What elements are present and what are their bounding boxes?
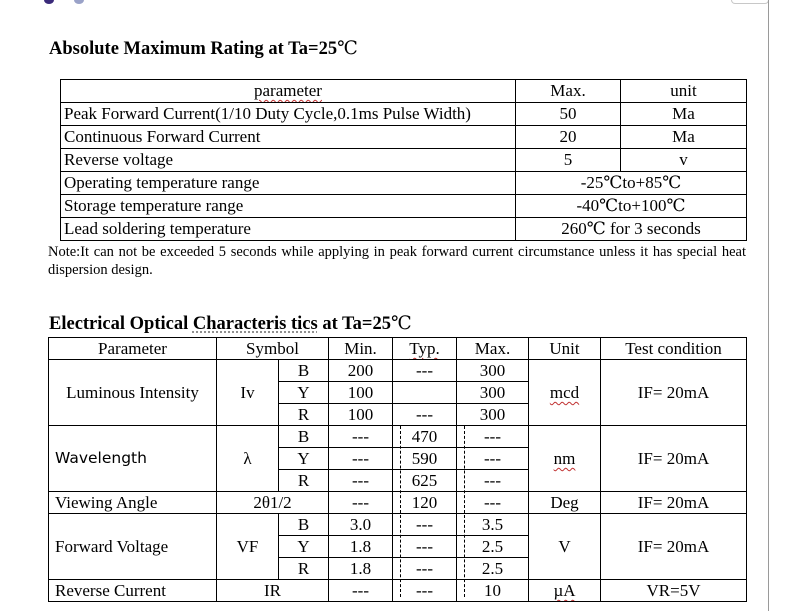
min-cell: 1.8: [329, 558, 393, 580]
test-condition: IF= 20mA: [601, 492, 747, 514]
eo-title-unit: ℃: [390, 314, 412, 334]
symbol-ir: IR: [217, 580, 329, 602]
param-cell: Reverse voltage: [61, 149, 516, 172]
table-row: [61, 103, 747, 126]
table-row: [61, 172, 747, 195]
test-condition: VR=5V: [601, 580, 747, 602]
color-cell: B: [279, 514, 329, 536]
unit-nm-text: nm: [553, 449, 576, 468]
header-parameter: Parameter: [49, 338, 217, 360]
max-cell: 10: [457, 580, 529, 602]
param-viewing-angle: Viewing Angle: [49, 492, 217, 514]
max-cell: ---: [457, 448, 529, 470]
eo-table: [48, 337, 747, 602]
max-cell: 5: [516, 149, 621, 172]
header-parameter-text: parameter: [254, 81, 322, 100]
unit-mcd-text: mcd: [549, 383, 580, 402]
symbol-iv: Iv: [217, 360, 279, 426]
table-row: [61, 218, 747, 241]
max-cell: ---: [457, 470, 529, 492]
unit-nm: [529, 426, 601, 492]
param-cell: Storage temperature range: [61, 195, 516, 218]
eo-title-b: Characteris tics: [192, 314, 318, 334]
table-row: [49, 426, 747, 448]
unit-v: V: [529, 514, 601, 580]
merged-cell: -40℃to+100℃: [516, 195, 747, 218]
max-cell: 300: [457, 360, 529, 382]
abs-max-title: [49, 38, 358, 60]
max-cell: ---: [457, 492, 529, 514]
table-row: [49, 360, 747, 382]
param-reverse-current: Reverse Current: [49, 580, 217, 602]
color-cell: R: [279, 404, 329, 426]
unit-cell: Ma: [621, 126, 747, 149]
param-cell: Lead soldering temperature: [61, 218, 516, 241]
typ-cell: ---: [393, 536, 457, 558]
min-cell: ---: [329, 492, 393, 514]
test-condition: IF= 20mA: [601, 360, 747, 426]
header-min: Min.: [329, 338, 393, 360]
merged-cell: -25℃to+85℃: [516, 172, 747, 195]
header-parameter: [61, 80, 516, 103]
page-corner-tab: [731, 0, 769, 4]
max-cell: 300: [457, 382, 529, 404]
header-typ-text: Typ.: [409, 339, 440, 358]
min-cell: 100: [329, 404, 393, 426]
typ-cell: [393, 382, 457, 404]
typ-cell: ---: [393, 580, 457, 602]
min-cell: ---: [329, 426, 393, 448]
abs-max-table: [60, 79, 747, 241]
color-cell: Y: [279, 448, 329, 470]
dashed-separator-left: [400, 426, 401, 597]
min-cell: 200: [329, 360, 393, 382]
test-condition: IF= 20mA: [601, 514, 747, 580]
table-header-row: [61, 80, 747, 103]
max-cell: 3.5: [457, 514, 529, 536]
max-cell: 300: [457, 404, 529, 426]
param-cell: Continuous Forward Current: [61, 126, 516, 149]
table-row: [49, 580, 747, 602]
unit-ua: [529, 580, 601, 602]
typ-cell: 625: [393, 470, 457, 492]
eo-title-a: Electrical Optical: [49, 314, 193, 334]
color-cell: R: [279, 558, 329, 580]
unit-deg: Deg: [529, 492, 601, 514]
min-cell: ---: [329, 470, 393, 492]
typ-cell: 590: [393, 448, 457, 470]
unit-mcd: [529, 360, 601, 426]
header-test-condition: Test condition: [601, 338, 747, 360]
param-cell: Peak Forward Current(1/10 Duty Cycle,0.1ms Pulse Width): [61, 103, 516, 126]
table-row: [61, 126, 747, 149]
test-condition: IF= 20mA: [601, 426, 747, 492]
param-wavelength: [49, 426, 217, 492]
color-cell: R: [279, 470, 329, 492]
abs-max-note: Note:It can not be exceeded 5 seconds while applying in peak forward current circumstance unless it has special heat dispersion design.: [48, 244, 746, 278]
typ-cell: ---: [393, 404, 457, 426]
param-forward-voltage: Forward Voltage: [49, 514, 217, 580]
header-symbol: Symbol: [217, 338, 329, 360]
dot-light: [74, 0, 84, 4]
header-typ: [393, 338, 457, 360]
unit-cell: v: [621, 149, 747, 172]
eo-title-c: at Ta=25: [317, 314, 391, 334]
dot-dark: [44, 0, 54, 4]
max-cell: 50: [516, 103, 621, 126]
typ-cell: ---: [393, 360, 457, 382]
typ-cell: ---: [393, 558, 457, 580]
min-cell: 3.0: [329, 514, 393, 536]
typ-cell: 120: [393, 492, 457, 514]
max-cell: 2.5: [457, 536, 529, 558]
table-row: [49, 514, 747, 536]
page-edge-line: [768, 0, 769, 611]
header-unit: unit: [621, 80, 747, 103]
color-cell: B: [279, 426, 329, 448]
table-row: [61, 195, 747, 218]
header-max: Max.: [516, 80, 621, 103]
table-row: [49, 492, 747, 514]
symbol-2theta: 2θ1/2: [217, 492, 329, 514]
min-cell: ---: [329, 580, 393, 602]
header-unit: Unit: [529, 338, 601, 360]
unit-ua-text: µA: [553, 581, 576, 600]
symbol-vf: VF: [217, 514, 279, 580]
unit-cell: Ma: [621, 103, 747, 126]
max-cell: 2.5: [457, 558, 529, 580]
symbol-lambda: λ: [217, 426, 279, 492]
table-row: [61, 149, 747, 172]
color-cell: B: [279, 360, 329, 382]
max-cell: ---: [457, 426, 529, 448]
header-max: Max.: [457, 338, 529, 360]
typ-cell: 470: [393, 426, 457, 448]
abs-max-title-text: Absolute Maximum Rating at Ta=25: [49, 39, 338, 59]
table-header-row: [49, 338, 747, 360]
color-cell: Y: [279, 382, 329, 404]
abs-max-title-unit: ℃: [337, 39, 358, 59]
dashed-separator-right: [464, 426, 465, 597]
min-cell: 100: [329, 382, 393, 404]
param-luminous-intensity: Luminous Intensity: [49, 360, 217, 426]
max-cell: 20: [516, 126, 621, 149]
param-wavelength-text: Wavelength: [55, 449, 147, 467]
min-cell: ---: [329, 448, 393, 470]
min-cell: 1.8: [329, 536, 393, 558]
color-cell: Y: [279, 536, 329, 558]
merged-cell: 260℃ for 3 seconds: [516, 218, 747, 241]
eo-title: [49, 313, 412, 335]
typ-cell: ---: [393, 514, 457, 536]
param-cell: Operating temperature range: [61, 172, 516, 195]
